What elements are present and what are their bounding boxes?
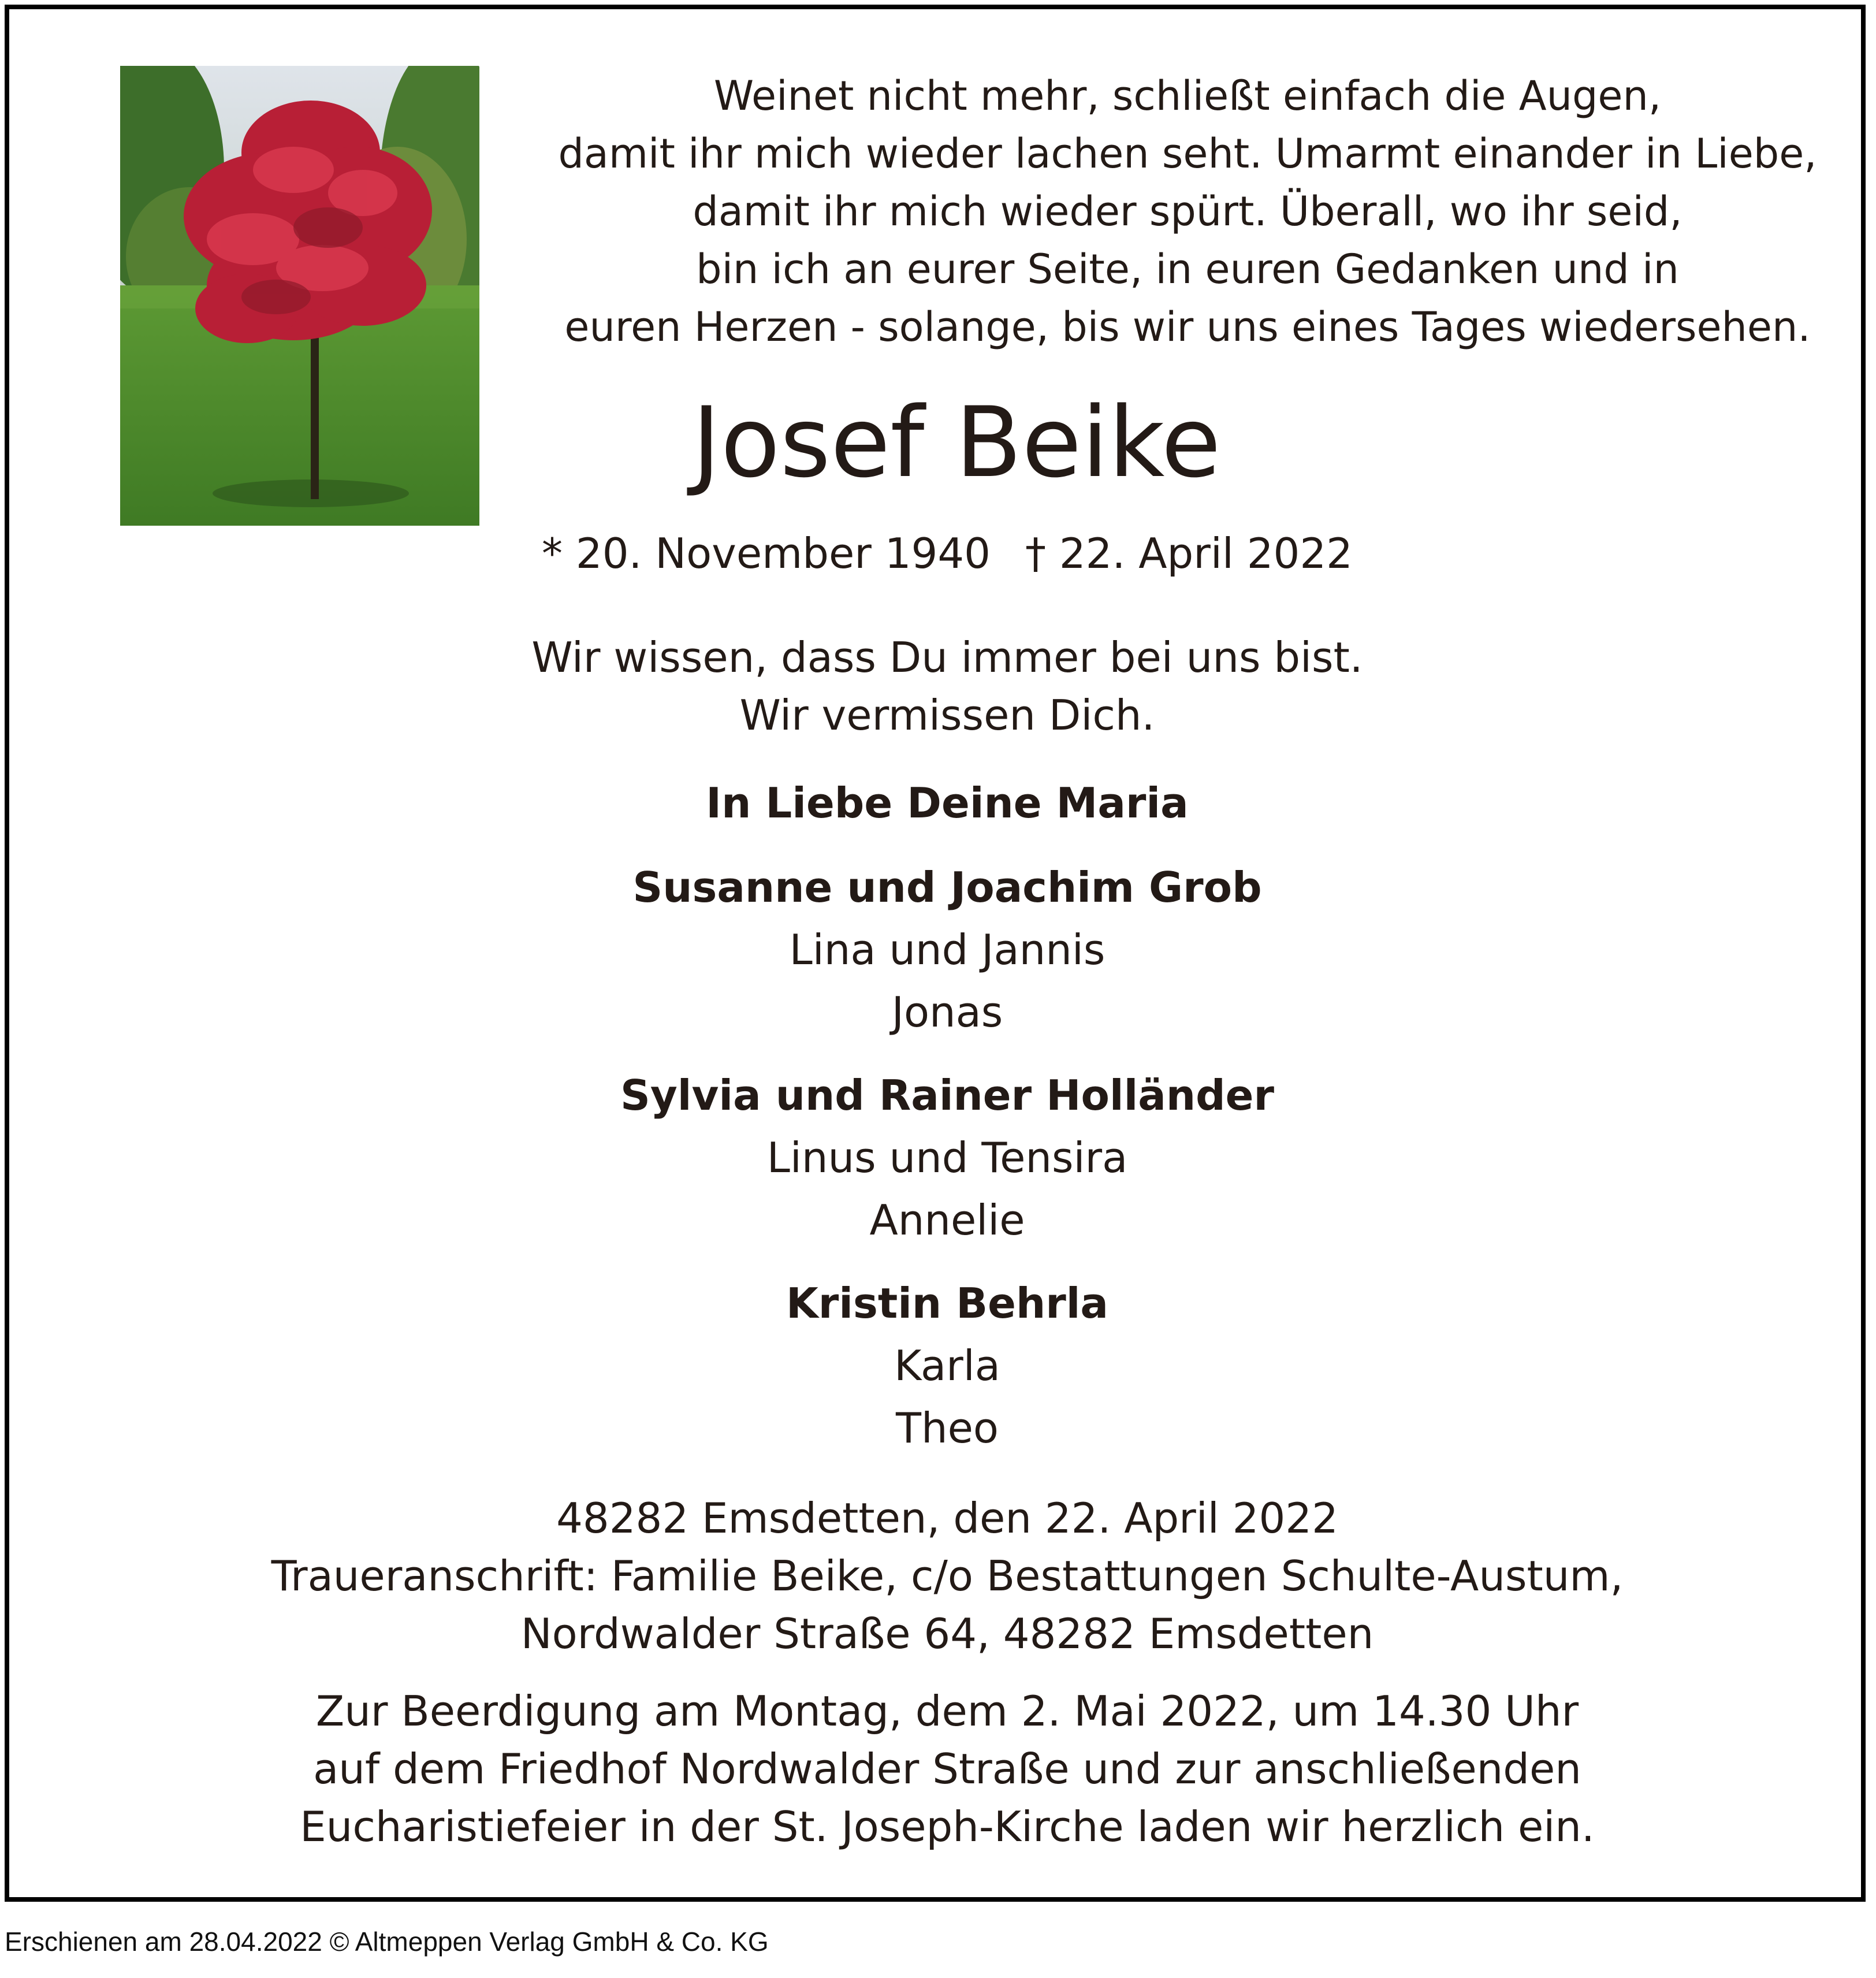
spouse-line: In Liebe Deine Maria: [706, 779, 1189, 827]
family-member: Lina und Jannis: [789, 925, 1106, 974]
life-dates: [139, 525, 1756, 582]
death-date: † 22. April 2022: [1025, 529, 1353, 578]
motto-line: Wir wissen, dass Du immer bei uns bist.: [531, 633, 1363, 682]
publication-footer: Erschienen am 28.04.2022 © Altmeppen Verlag GmbH & Co. KG: [5, 1927, 769, 1957]
mourning-address-line: Nordwalder Straße 64, 48282 Emsdetten: [520, 1609, 1374, 1658]
deceased-name: Josef Beike: [692, 386, 1221, 499]
poem-line: damit ihr mich wieder spürt. Überall, wo ihr seid,: [693, 188, 1683, 235]
motto-line: Wir vermissen Dich.: [739, 691, 1155, 739]
family-head: Susanne und Joachim Grob: [632, 863, 1262, 912]
funeral-invitation: [139, 1682, 1756, 1856]
tree-photo: [120, 66, 479, 526]
family-head: Kristin Behrla: [786, 1279, 1108, 1328]
family-member: Theo: [896, 1404, 999, 1452]
funeral-line: Eucharistiefeier in der St. Joseph-Kirche laden wir herzlich ein.: [300, 1802, 1595, 1851]
family-head: Sylvia und Rainer Holländer: [620, 1071, 1275, 1120]
motto: [139, 629, 1756, 744]
funeral-line: auf dem Friedhof Nordwalder Straße und zur anschließenden: [313, 1745, 1581, 1793]
family-group: [139, 856, 1756, 1043]
family-member: Jonas: [891, 988, 1003, 1036]
poem: [529, 67, 1846, 356]
place-date-line: 48282 Emsdetten, den 22. April 2022: [556, 1494, 1338, 1542]
obituary-frame: [5, 5, 1866, 1902]
red-tree-image: [120, 66, 479, 526]
family-group: [139, 1064, 1756, 1251]
family-member: Linus und Tensira: [766, 1133, 1128, 1182]
family-group: [139, 1272, 1756, 1459]
poem-line: damit ihr mich wieder lachen seht. Umarmt einander in Liebe,: [558, 130, 1817, 177]
birth-date: * 20. November 1940: [542, 529, 991, 578]
poem-line: bin ich an eurer Seite, in euren Gedanken und in: [696, 246, 1679, 293]
poem-line: Weinet nicht mehr, schließt einfach die Augen,: [713, 72, 1662, 120]
family-member: Annelie: [869, 1196, 1025, 1244]
funeral-line: Zur Beerdigung am Montag, dem 2. Mai 2022, um 14.30 Uhr: [315, 1687, 1579, 1735]
poem-line: euren Herzen - solange, bis wir uns eines Tages wiedersehen.: [564, 303, 1811, 351]
mourning-address-line: Traueranschrift: Familie Beike, c/o Bestattungen Schulte-Austum,: [271, 1552, 1624, 1600]
place-and-address: [139, 1489, 1756, 1663]
family-member: Karla: [894, 1341, 1000, 1390]
